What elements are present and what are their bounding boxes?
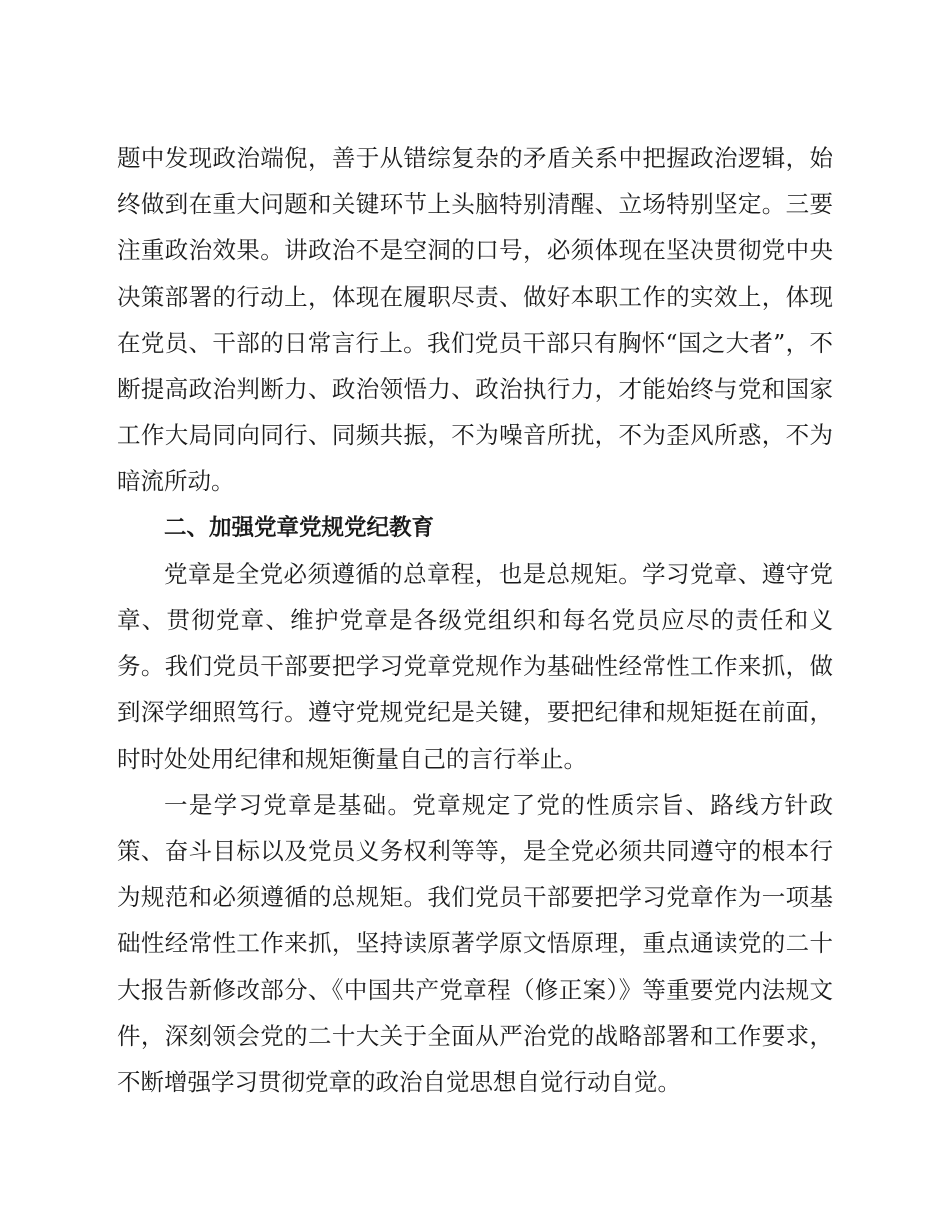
continued-paragraph: 题中发现政治端倪，善于从错综复杂的矛盾关系中把握政治逻辑，始终做到在重大问题和关键环节上头脑特别清醒、立场特别坚定。三要注重政治效果。讲政治不是空洞的口号，必须体现在坚决贯彻党中央决策部署的行动上，体现在履职尽责、做好本职工作的实效上，体现在党员、干部的日常言行上。我们党员干部只有胸怀“国之大者”，不断提高政治判断力、政治领悟力、政治执行力，才能始终与党和国家工作大局同向同行、同频共振，不为噪音所扰，不为歪风所惑，不为暗流所动。 (117, 144, 833, 496)
document-body (117, 135, 833, 1105)
section-heading: 二、加强党章党规党纪教育 (164, 514, 435, 541)
body-paragraph: 一是学习党章是基础。党章规定了党的性质宗旨、路线方针政策、奋斗目标以及党员义务权利等等，是全党必须共同遵守的根本行为规范和必须遵循的总规矩。我们党员干部要把学习党章作为一项基础性经常性工作来抓，坚持读原著学原文悟原理，重点通读党的二十大报告新修改部分、《中国共产党章程（修正案）》等重要党内法规文件，深刻领会党的二十大关于全面从严治党的战略部署和工作要求，不断增强学习贯彻党章的政治自觉思想自觉行动自觉。 (117, 790, 833, 1097)
body-paragraph: 党章是全党必须遵循的总章程，也是总规矩。学习党章、遵守党章、贯彻党章、维护党章是各级党组织和每名党员应尽的责任和义务。我们党员干部要把学习党章党规作为基础性经常性工作来抓，做到深学细照笃行。遵守党规党纪是关键，要把纪律和规矩挺在前面，时时处处用纪律和规矩衡量自己的言行举止。 (117, 559, 833, 773)
